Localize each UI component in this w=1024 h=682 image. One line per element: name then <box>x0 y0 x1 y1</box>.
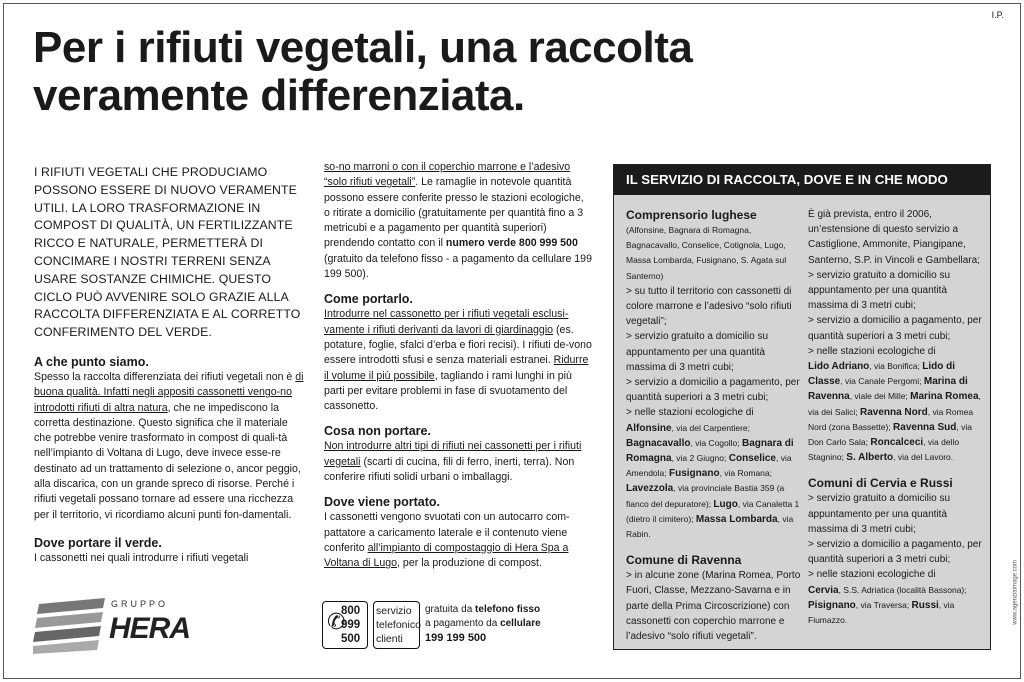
cervia-title: Comuni di Cervia e Russi <box>808 476 953 491</box>
headline-line-2: veramente differenziata. <box>33 71 525 120</box>
section-text-where: so-no marroni o con il coperchio marrone e l’adesivo “solo rifiuti vegetali”. Le ramaglie in notevole quantità possono essere conferite presso le stazioni ecologiche, o ritirate a domicilio (gratuitamente per quantità fino a 3 metricubi e a pagamento per quantità superiori) prendendo contatto con il numero verde 800 999 500 (gratuito da telefono fisso - a pagamento da cellulare 199 199 500). <box>324 161 592 281</box>
cervia-bullet: > nelle stazioni ecologiche di <box>808 569 936 581</box>
phone-service-box <box>322 601 602 651</box>
headline-line-1: Per i rifiuti vegetali, una raccolta <box>33 23 693 72</box>
section-text-how: Introdurre nel cassonetto per i rifiuti vegetali esclusi-vamente i rifiuti derivanti da lavori di giardinaggio (es. potature, foglie, sfalci d’erba e fiori recisi). I rifiuti de-vono essere introdotti sfusi e senza materiali estranei. Ridurre il volume il più possibile, tagliando i rami lunghi in più parti per evitare problemi in fase di svuotamento del cassonetto. <box>324 308 592 413</box>
logo-hera: HERA <box>109 612 191 645</box>
service-panel <box>613 164 991 650</box>
lughese-title: Comprensorio lughese <box>626 208 757 222</box>
lughese-bullet: > su tutto il territorio con cassonetti di colore marrone e l’adesivo “solo rifiuti vegetali”; <box>626 285 792 328</box>
cervia-stations: Cervia, S.S. Adriatica (località Bassona); Pisignano, via Traversa; Russi, via Fiumazzo. <box>808 584 967 626</box>
section-text-not: Non introdurre altri tipi di rifiuti nei cassonetti per i rifiuti vegetali (scarti di cucina, fili di ferro, inerti, terra). Non conferire rifiuti solidi urbani o imballaggi. <box>324 440 582 484</box>
phone-info: gratuita da telefono fisso a pagamento da cellulare 199 199 500 <box>425 604 541 644</box>
toll-free-box <box>322 601 368 649</box>
section-text-where-start: I cassonetti nei quali introdurre i rifiuti vegetali <box>34 551 249 564</box>
phone-icon: ✆ <box>327 609 346 634</box>
customer-service-box: servizio telefonico clienti <box>373 601 420 649</box>
section-title-destination: Dove viene portato. <box>324 495 440 510</box>
toll-free-number: 800 999 500 <box>341 605 361 645</box>
ravenna-bullet: > servizio a domicilio a pagamento, per quantità superiori a 3 metri cubi; <box>808 315 982 342</box>
ravenna-stations: Lido Adriano, via Bonifica; Lido di Classe, via Canale Pergomi; Marina di Ravenna, viale dei Mille; Marina Romea, via dei Salici; Ravenna Nord, via Romea Nord (zona Bassette); Ravenna Sud, via Don Carlo Sala; Roncalceci, via dello Stagnino; S. Alberto, via del Lavoro. <box>808 361 981 464</box>
cervia-bullet: > servizio a domicilio a pagamento, per quantità superiori a 3 metri cubi; <box>808 539 982 566</box>
section-text-status: Spesso la raccolta differenziata dei rifiuti vegetali non è di buona qualità. Infatti negli appositi cassonetti vengo-no introdotti rifiuti di altra natura, che ne impediscono la corretta destinazione. Questo significa che il materiale che potrebbe venire trasformato in compost di quali-tà nell’impianto di Voltana di Lugo, deve invece esse-re destinato ad un trattamento di selezione o, ancor peggio, alla discarica, con un grande spreco di risorse. Perché i rifiuti vegetali possano tornare ad essere una ricchezza per il territorio, vi ricordiamo alcuni punti fon-damentali. <box>34 370 304 521</box>
lughese-stations: Alfonsine, via del Carpentiere; Bagnacavallo, via Cogollo; Bagnara di Romagna, via 2 Giugno; Conselice, via Amendola; Fusignano, via Romana; Lavezzola, via provinciale Bastia 359 (a fianco del depuratore); Lugo, via Canaletta 1 (dietro il cimitero); Massa Lombarda, via Rabin. <box>626 422 800 540</box>
panel-column-2 <box>808 207 984 628</box>
section-title-how: Come portarlo. <box>324 292 413 307</box>
ravenna-title: Comune di Ravenna <box>626 553 742 568</box>
lughese-bullet: > nelle stazioni ecologiche di <box>626 407 754 419</box>
panel-column-1 <box>626 207 802 644</box>
section-title-not: Cosa non portare. <box>324 424 431 439</box>
ravenna-bullet: > nelle stazioni ecologiche di <box>808 345 936 357</box>
agency-credit: www.agenziaimage.com <box>1013 560 1019 625</box>
headline <box>33 24 933 120</box>
intro-text: I RIFIUTI VEGETALI CHE PRODUCIAMO POSSONO ESSERE DI NUOVO VERAMENTE UTILI. LA LORO TRASFORMAZIONE IN COMPOST DI QUALITÀ, UN FERTILIZZANTE RICCO E NATURALE, PERMETTERÀ DI CONCIMARE I NOSTRI TERRENI SENZA USARE SOSTANZE CHIMICHE. QUESTO CICLO PUÒ AVVENIRE SOLO GRAZIE ALLA RACCOLTA DIFFERENZIATA E AL CORRETTO CONFERIMENTO DEL VERDE. <box>34 165 301 340</box>
ravenna-text: > in alcune zone (Marina Romea, Porto Fuori, Classe, Mezzano-Savarna e in parte della Prima Circoscrizione) con cassonetti con coperchio marrone e l’adesivo “solo rifiuti vegetali”. <box>626 570 801 643</box>
column-left <box>34 164 304 566</box>
section-text-destination: I cassonetti vengono svuotati con un autocarro com-pattatore a caricamento laterale e il contenuto viene conferito all’impianto di compostaggio di Hera Spa a Voltana di Lugo, per la produzione di compost. <box>324 511 570 570</box>
section-title-where: Dove portare il verde. <box>34 535 162 550</box>
panel-title: IL SERVIZIO DI RACCOLTA, DOVE E IN CHE MODO <box>614 165 990 195</box>
section-title-status: A che punto siamo. <box>34 354 149 369</box>
logo-gruppo: GRUPPO <box>111 599 169 609</box>
hera-logo-mark <box>33 596 113 656</box>
cervia-bullet: > servizio gratuito a domicilio su appuntamento per una quantità massima di 3 metri cubi; <box>808 493 951 535</box>
ravenna-extension: È già prevista, entro il 2006, un’estensione di questo servizio a Castiglione, Ammonite, Piangipane, Santerno, S.P. in Vincoli e Gambellara; <box>808 209 980 266</box>
lughese-towns: (Alfonsine, Bagnara di Romagna, Bagnacavallo, Conselice, Cotignola, Lugo, Massa Lombarda, Fusignano, S. Agata sul Santerno) <box>626 225 787 281</box>
column-middle <box>324 160 592 572</box>
ravenna-bullet: > servizio gratuito a domicilio su appuntamento per una quantità massima di 3 metri cubi; <box>808 269 951 312</box>
lughese-bullet: > servizio a domicilio a pagamento, per quantità superiori a 3 metri cubi; <box>626 377 800 404</box>
ip-label: I.P. <box>991 10 1004 20</box>
lughese-bullet: > servizio gratuito a domicilio su appuntamento per una quantità massima di 3 metri cubi; <box>626 331 769 373</box>
hera-logo <box>33 596 193 660</box>
